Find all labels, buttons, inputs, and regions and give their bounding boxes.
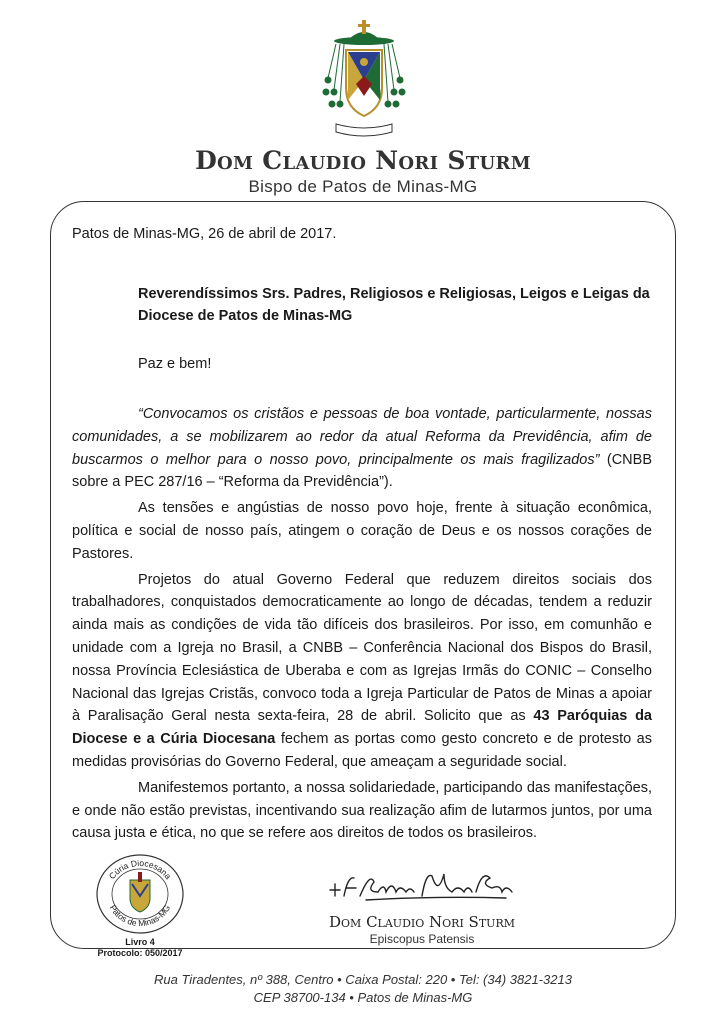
addressee: Reverendíssimos Srs. Padres, Religiosos e Religiosas, Leigos e Leigas da Diocese de Patos de Minas-MG (138, 286, 650, 324)
seal-text-top: Cúria Diocesana (106, 857, 174, 882)
signatory-title: Episcopus Patensis (369, 932, 475, 946)
handwritten-signature (326, 862, 516, 904)
greeting: Paz e bem! (138, 356, 212, 372)
episcopal-coat-of-arms (318, 18, 410, 140)
quote-paragraph (72, 403, 652, 494)
paragraph-projects-end: fechem as portas como gesto concreto e de protesto as medidas provisórias do Governo Federal, que ameaçam a seguridade social. (72, 731, 652, 770)
paragraph-solidarity: Manifestemos portanto, a nossa solidariedade, participando das manifestações, e onde não estão previstas, incentivando sua realização afim de lutarmos juntos, por uma causa justa e ética, no que se refere aos direitos de todos os brasileiros. (72, 779, 652, 842)
letter-body (72, 403, 652, 848)
footer-address: Rua Tiradentes, nº 388, Centro • Caixa Postal: 220 • Tel: (34) 3821-3213 (154, 972, 572, 987)
book-number: Livro 4 (125, 937, 155, 947)
paragraph-projects (72, 569, 652, 774)
bishop-name-heading: Dom Claudio Nori Sturm (195, 146, 531, 175)
footer-postal-code: CEP 38700-134 • Patos de Minas-MG (253, 990, 473, 1005)
protocol-number: Protocolo: 050/2017 (97, 948, 183, 958)
seal-text-bottom: Patos de Minas-MG (107, 902, 173, 929)
paragraph-tensions: As tensões e angústias de nosso povo hoje, frente à situação econômica, política e social de nosso país, atingem o coração de Deus e os nossos corações de Pastores. (72, 500, 652, 562)
bishop-title: Bispo de Patos de Minas-MG (248, 177, 478, 196)
quote-source: (CNBB sobre a PEC 287/16 – “Reforma da Previdência”). (72, 451, 652, 491)
date-line: Patos de Minas-MG, 26 de abril de 2017. (72, 226, 337, 242)
signatory-name: Dom Claudio Nori Sturm (329, 913, 515, 931)
paragraph-projects-bold: 43 Paróquias da Diocese e a Cúria Diocesana (72, 708, 652, 748)
paragraph-projects-start: Projetos do atual Governo Federal que reduzem direitos sociais dos trabalhadores, conquistados democraticamente ao longo de décadas, tendem a reduzir ainda mais as condições de vida tão difíceis dos brasileiros. Por isso, em comunhão e unidade com a Igreja no Brasil, a CNBB – Conferência Nacional dos Bispos do Brasil, nossa Província Eclesiástica de Uberaba e com as Igrejas Irmãs do CONIC – Conselho Nacional das Igrejas Cristãs, convoco toda a Igreja Particular de Patos de Minas a apoiar à Paralisação Geral nesta sexta-feira, 28 de abril. Solicito que as (72, 571, 652, 725)
cnbb-quote: “Convocamos os cristãos e pessoas de boa vontade, particularmente, nossas comunidades, a se mobilizarem ao redor da atual Reforma da Previdência, afim de buscarmos o melhor para o nosso povo, principalmente os mais fragilizados” (72, 406, 652, 468)
curia-seal-stamp (94, 852, 186, 936)
